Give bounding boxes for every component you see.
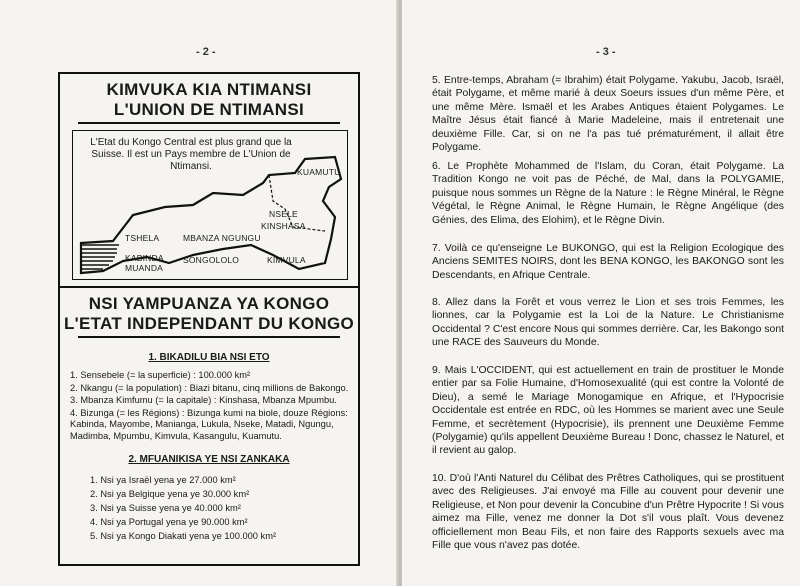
map-label-kuamutu: KUAMUTU (297, 167, 341, 177)
list-item: 5. Nsi ya Kongo Diakati yena ye 100.000 km² (90, 531, 277, 541)
map-label-nsele: NSELE (269, 209, 298, 219)
paragraph-8: 8. Allez dans la Forêt et vous verrez le Lion et ses trois Femmes, les lionnes, car la Polygamie est la Loi de la Nature. Le Christianisme Occidental ? C'est encore Nous qui sommes derrière. Car, les Bakongo sont une RACE des Sauveurs du Monde. (432, 297, 784, 349)
list-item: 4. Bizunga (= les Régions) : Bizunga kumi na biole, douze Régions: Kabinda, Mayombe, Manianga, Lukula, Nseke, Matadi, Ngungu, Madimba, Mpumbu, Kimvula, Kasangulu, Kuamutu. (70, 407, 348, 441)
map-frame (72, 130, 348, 280)
title-underline (78, 122, 340, 124)
list-item: 2. Nsi ya Belgique yena ye 30.000 km² (90, 489, 250, 499)
page-number-left: - 2 - (196, 46, 216, 58)
right-page (402, 0, 800, 586)
paragraph-5: 5. Entre-temps, Abraham (= Ibrahim) était Polygame. Yakubu, Jacob, Israël, était Polygame, et même marié à deux Soeurs issues d'un même Père, et une même Mère. Ismaël et les Arabes Antiques étaient Polygames. Le Maître Jésus était fiancé à Marie Madeleine, mais il entretenait une deuxième Fille. Car, si on ne l'a pas tué prématurément, il allait être Polygame. (432, 75, 784, 154)
paragraph-7: 7. Voilà ce qu'enseigne Le BUKONGO, qui est la Religion Ecologique des Anciens SEMITES NOIRS, dont les BENA KONGO, les BAKONGO sont les Descendants, en Afrique Centrale. (432, 243, 784, 281)
list-item: 4. Nsi ya Portugal yena ye 90.000 km² (90, 517, 248, 527)
map-caption: L'Etat du Kongo Central est plus grand que la Suisse. Il est un Pays membre de L'Union de Ntimansi. (90, 137, 292, 172)
section1-list (70, 370, 354, 444)
union-box (58, 72, 360, 288)
paragraph-9: 9. Mais L'OCCIDENT, qui est actuellement en train de prostituer le Monde entier par sa Folie Humaine, d'Homosexualité (qui est contre la Volonté de Dieu), a semé le Mariage Monogamique en Afrique, et l'Hypocrisie Occidentale est entrée en RDC, où les Hommes se marient avec une Seule Femme, et secrètement (Hypocrisie), ils prennent une Deuxième Femme (Polygamie) qu'ils appellent Deuxième Bureau ! Donc, chassez le Naturel, et il revient au galop. (432, 365, 784, 457)
state-title-french: L'ETAT INDEPENDANT DU KONGO (63, 314, 355, 333)
left-page (0, 0, 398, 586)
list-item: 3. Mbanza Kimfumu (= la capitale) : Kinshasa, Mbanza Mpumbu. (70, 395, 337, 406)
list-item: 1. Sensebele (= la superficie) : 100.000 km² (70, 370, 251, 380)
state-title-underline (78, 336, 340, 338)
union-title-french: L'UNION DE NTIMANSI (113, 100, 305, 119)
page-number-right: - 3 - (596, 46, 616, 58)
section2-heading: 2. MFUANIKISA YE NSI ZANKAKA (128, 454, 290, 465)
independent-state-box (58, 288, 360, 566)
map-label-muanda: MUANDA (125, 263, 164, 273)
map-label-tshela: TSHELA (125, 233, 160, 243)
list-item: 1. Nsi ya Israël yena ye 27.000 km² (90, 475, 236, 485)
map-label-kimvula: KIMVULA (267, 255, 306, 265)
union-title-kikongo: KIMVUKA KIA NTIMANSI (106, 80, 312, 99)
map-label-mbanza-ngungu: MBANZA NGUNGU (183, 233, 261, 243)
paragraph-6: 6. Le Prophète Mohammed de l'Islam, du Coran, était Polygame. La Tradition Kongo ne voit pas de Péché, de Mal, dans la POLYGAMIE, puisque nous sommes un Règne de la Nature : le Règne Minéral, le Règne Végétal, le Règne Animal, le Règne Humain, le Règne Angélique (des Génies, des Elima, des Elohim), et le Règne Divin. (432, 161, 784, 226)
paragraph-10: 10. D'où l'Anti Naturel du Célibat des Prêtres Catholiques, qui se prostituent avec des Religieuses. J'ai envoyé ma Fille au couvent pour devenir une Religieuse, et Non pour devenir la Concubine d'un Prêtre Hypocrite ! Si vous aimez ma Fille, venez me donner la Dot s'il vous plaît. Vous devenez officiellement mon Beau Fils, et non faire des Rapports sexuels avec ma Fille que vous n'avez pas dotée. (432, 473, 784, 552)
map-label-kabinda: KABINDA (125, 253, 164, 263)
list-item: 3. Nsi ya Suisse yena ye 40.000 km² (90, 503, 241, 513)
list-item: 2. Nkangu (= la population) : Biazi bitanu, cinq millions de Bakongo. (70, 382, 349, 393)
section1-heading: 1. BIKADILU BIA NSI ETO (148, 352, 270, 363)
map-label-kinshasa: KINSHASA (261, 221, 306, 231)
state-title-kikongo: NSI YAMPUANZA YA KONGO (88, 294, 330, 313)
map-label-songololo: SONGOLOLO (183, 255, 240, 265)
section2-list (90, 474, 340, 544)
